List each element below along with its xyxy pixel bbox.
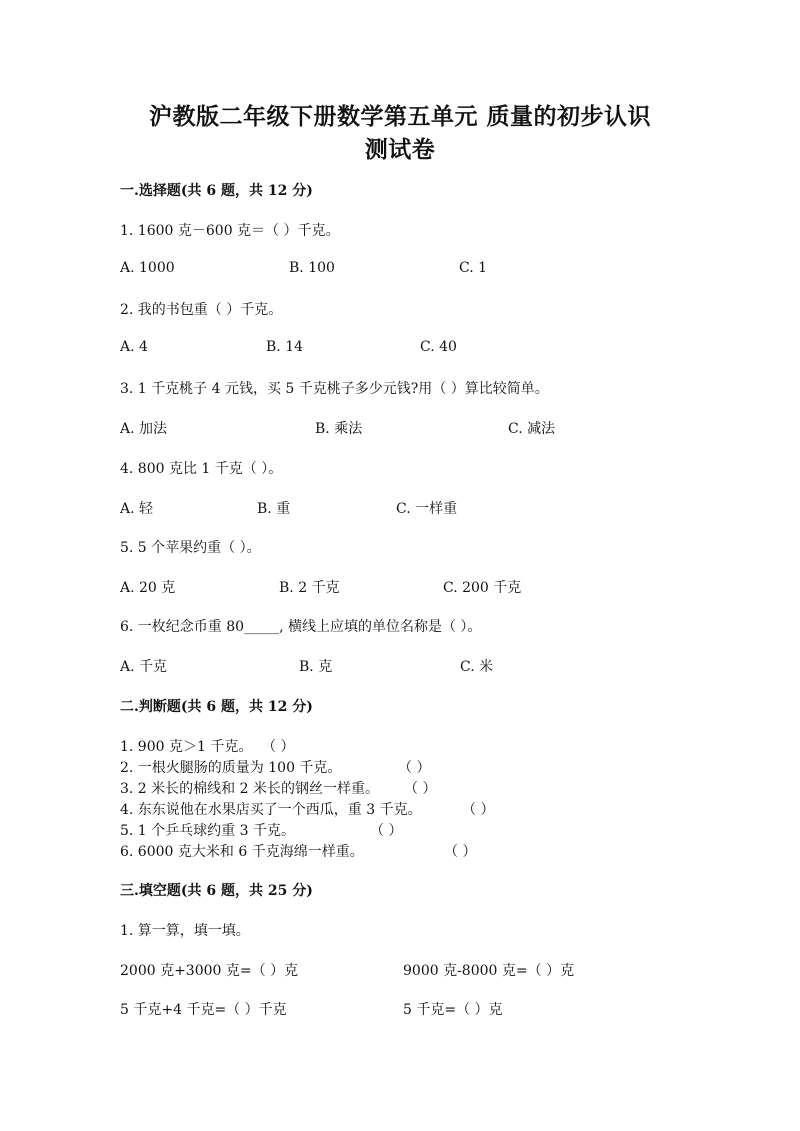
option-b: B. 100 [289, 260, 335, 276]
fill-expression: 9000 克-8000 克=（ ）克 [403, 963, 575, 979]
answer-paren: （ ） [444, 844, 477, 860]
judge-item: 1. 900 克＞1 千克。 [120, 739, 253, 755]
question-stem: 3. 1 千克桃子 4 元钱，买 5 千克桃子多少元钱?用（ ）算比较简单。 [120, 381, 549, 397]
judge-item: 3. 2 米长的棉线和 2 米长的钢丝一样重。 [120, 781, 379, 797]
option-a: A. 1000 [120, 260, 175, 276]
answer-paren: （ ） [262, 739, 295, 755]
option-a: A. 4 [120, 339, 148, 355]
fill-expression: 5 千克+4 千克=（ ）千克 [120, 1002, 287, 1018]
fill-expression: 5 千克=（ ）克 [403, 1002, 503, 1018]
question-stem: 5. 5 个苹果约重（ ）。 [120, 540, 261, 556]
option-b: B. 重 [257, 501, 291, 517]
question-stem: 2. 我的书包重（ ）千克。 [120, 302, 283, 318]
answer-paren: （ ） [462, 802, 495, 818]
answer-paren: （ ） [370, 823, 403, 839]
page-title-line2: 测试卷 [364, 136, 436, 163]
answer-paren: （ ） [404, 781, 437, 797]
option-c: C. 200 千克 [443, 580, 522, 596]
question-stem: 1. 1600 克－600 克＝（ ）千克。 [120, 223, 340, 239]
option-b: B. 2 千克 [279, 580, 340, 596]
fill-expression: 2000 克+3000 克=（ ）克 [120, 963, 299, 979]
section-heading-fill: 三.填空题(共 6 题，共 25 分) [120, 883, 313, 899]
option-c: C. 减法 [508, 421, 556, 437]
option-c: C. 40 [420, 339, 457, 355]
option-a: A. 轻 [120, 501, 154, 517]
question-stem: 6. 一枚纪念币重 80_____, 横线上应填的单位名称是（ ）。 [120, 619, 482, 635]
option-c: C. 一样重 [396, 501, 458, 517]
section-heading-judge: 二.判断题(共 6 题，共 12 分) [120, 699, 313, 715]
judge-item: 5. 1 个乒乓球约重 3 千克。 [120, 823, 295, 839]
section-heading-choice: 一.选择题(共 6 题，共 12 分) [120, 183, 313, 199]
judge-item: 2. 一根火腿肠的质量为 100 千克。 [120, 760, 342, 776]
judge-item: 4. 东东说他在水果店买了一个西瓜，重 3 千克。 [120, 802, 422, 818]
option-a: A. 千克 [120, 659, 168, 675]
option-b: B. 克 [299, 659, 333, 675]
answer-paren: （ ） [398, 760, 431, 776]
page-title: 沪教版二年级下册数学第五单元 质量的初步认识 [148, 103, 651, 130]
option-a: A. 20 克 [120, 580, 176, 596]
option-c: C. 1 [459, 260, 488, 276]
option-a: A. 加法 [120, 421, 168, 437]
question-stem: 4. 800 克比 1 千克（ ）。 [120, 461, 283, 477]
option-b: B. 乘法 [315, 421, 363, 437]
question-stem: 1. 算一算，填一填。 [120, 923, 250, 939]
option-b: B. 14 [266, 339, 304, 355]
option-c: C. 米 [460, 659, 494, 675]
judge-item: 6. 6000 克大米和 6 千克海绵一样重。 [120, 844, 364, 860]
